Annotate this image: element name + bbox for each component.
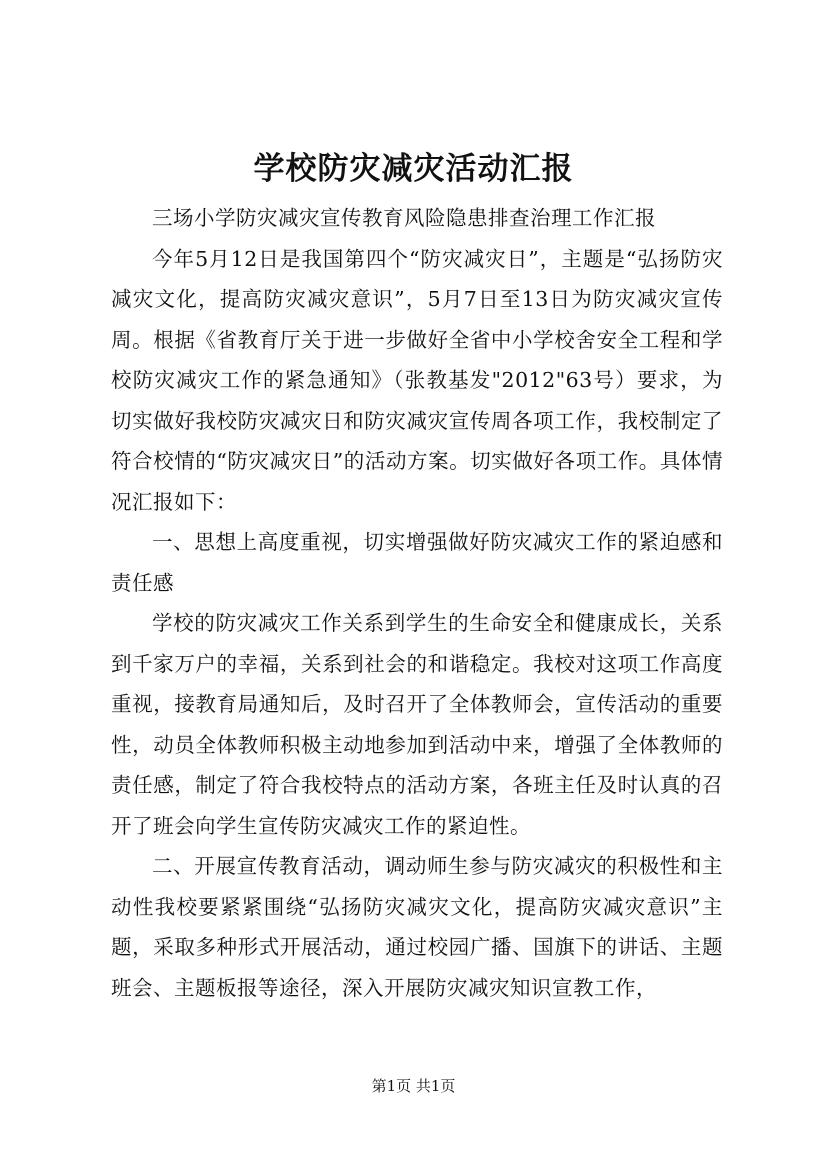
- section-heading-2: 二、开展宣传教育活动，调动师生参与防灾减灾的积极性和主动性我校要紧紧围绕“弘扬防灾减灾文化，提高防灾减灾意识”主题，采取多种形式开展活动，通过校园广播、国旗下的讲话、主题班会、主题板报等途径，深入开展防灾减灾知识宣教工作，: [111, 854, 723, 1000]
- body-paragraph: 学校的防灾减灾工作关系到学生的生命安全和健康成长，关系到千家万户的幸福，关系到社会的和谐稳定。我校对这项工作高度重视，接教育局通知后，及时召开了全体教师会，宣传活动的重要性，动员全体教师积极主动地参加到活动中来，增强了全体教师的责任感，制定了符合我校特点的活动方案，各班主任及时认真的召开了班会向学生宣传防灾减灾工作的紧迫性。: [111, 611, 723, 838]
- section-heading-1: 一、思想上高度重视，切实增强做好防灾减灾工作的紧迫感和责任感: [111, 530, 723, 595]
- document-body: [111, 198, 723, 1008]
- subtitle-paragraph: 三场小学防灾减灾宣传教育风险隐患排查治理工作汇报: [152, 206, 656, 230]
- body-paragraph: 今年5月12日是我国第四个“防灾减灾日”，主题是“弘扬防灾减灾文化，提高防灾减灾意识”，5月7日至13日为防灾减灾宣传周。根据《省教育厅关于进一步做好全省中小学校舍安全工程和学校防灾减灾工作的紧急通知》（张教基发"2012"63号）要求，为切实做好我校防灾减灾日和防灾减灾宣传周各项工作，我校制定了符合校情的“防灾减灾日”的活动方案。切实做好各项工作。具体情况汇报如下：: [111, 246, 723, 514]
- page-footer: 第1页 共1页: [371, 1077, 456, 1095]
- document-title: 学校防灾减灾活动汇报: [253, 151, 574, 187]
